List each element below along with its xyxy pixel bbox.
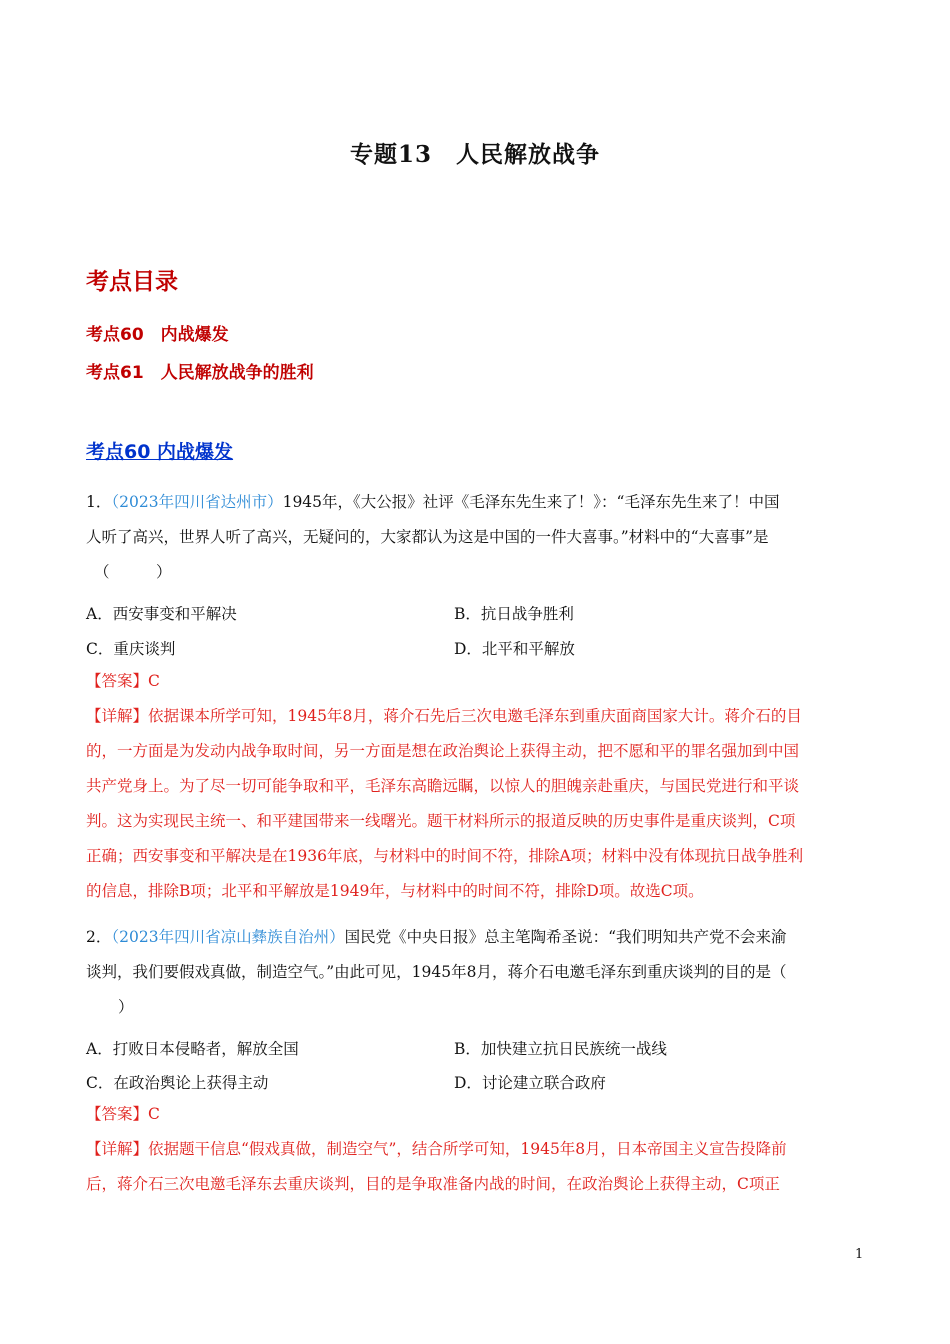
toc-heading: 考点目录	[86, 269, 178, 295]
question-source: （2023年四川省凉山彝族自治州）	[111, 928, 345, 946]
q1-option-d[interactable]: D．北平和平解放	[454, 640, 575, 658]
question-2	[86, 920, 864, 1025]
q1-option-c[interactable]: C．重庆谈判	[86, 640, 176, 658]
question-2-answer	[86, 1097, 864, 1202]
analysis-label: 【详解】	[86, 1140, 149, 1158]
question-1-answer	[86, 664, 864, 909]
question-number: 1．	[86, 493, 112, 511]
page-title: 专题13 人民解放战争	[349, 141, 600, 168]
analysis-line: 的信息，排除B项；北平和平解放是1949年，与材料中的时间不符，排除D项。故选C项。	[86, 882, 704, 900]
question-stem: 国民党《中央日报》总主笔陶希圣说：“我们明知共产党不会来渝	[344, 928, 787, 946]
question-1-stem-line-2: 人听了高兴，世界人听了高兴，无疑问的，大家都认为这是中国的一件大喜事。”材料中的“大喜事”是	[86, 528, 769, 546]
question-number: 2．	[86, 928, 112, 946]
analysis-line: 【详解】依据题干信息“假戏真做，制造空气”，结合所学可知，1945年8月，日本帝国主义宣告投降前	[86, 1140, 787, 1158]
q2-option-a[interactable]: A．打败日本侵略者，解放全国	[86, 1040, 299, 1058]
question-1-stem-line-3: （ ）	[94, 563, 172, 581]
toc-item-61[interactable]: 考点61 人民解放战争的胜利	[86, 363, 314, 383]
question-2-stem-line-3: ）	[118, 998, 134, 1016]
answer-value: C	[148, 672, 160, 690]
analysis-line: 判。这为实现民主统一、和平建国带来一线曙光。题干材料所示的报道反映的历史事件是重庆谈判，C项	[86, 812, 796, 830]
section-heading-60[interactable]: 考点60 内战爆发	[86, 441, 234, 463]
analysis-line: 【详解】依据课本所学可知，1945年8月，蒋介石先后三次电邀毛泽东到重庆面商国家大计。蒋介石的目	[86, 707, 802, 725]
question-source: （2023年四川省达州市）	[111, 493, 283, 511]
q2-option-b[interactable]: B．加快建立抗日民族统一战线	[454, 1040, 667, 1058]
analysis-line: 后，蒋介石三次电邀毛泽东去重庆谈判，目的是争取准备内战的时间，在政治舆论上获得主动，C项正	[86, 1175, 780, 1193]
analysis-line: 的，一方面是为发动内战争取时间，另一方面是想在政治舆论上获得主动，把不愿和平的罪名强加到中国	[86, 742, 800, 760]
question-2-stem-line-2: 谈判，我们要假戏真做，制造空气。”由此可见，1945年8月，蒋介石电邀毛泽东到重庆谈判的目的是（	[86, 963, 787, 981]
analysis-label: 【详解】	[86, 707, 149, 725]
q2-option-c[interactable]: C．在政治舆论上获得主动	[86, 1074, 269, 1092]
question-1-stem-line-1	[86, 485, 864, 520]
answer-label: 【答案】	[86, 1105, 149, 1123]
q1-option-b[interactable]: B．抗日战争胜利	[454, 605, 574, 623]
answer-label: 【答案】	[86, 672, 149, 690]
question-2-stem-line-1	[86, 920, 864, 955]
page-number: 1	[855, 1247, 864, 1262]
answer-value: C	[148, 1105, 160, 1123]
analysis-line: 共产党身上。为了尽一切可能争取和平，毛泽东高瞻远瞩，以惊人的胆魄亲赴重庆，与国民党进行和平谈	[86, 777, 800, 795]
q2-option-d[interactable]: D．讨论建立联合政府	[454, 1074, 606, 1092]
toc-item-60[interactable]: 考点60 内战爆发	[86, 325, 229, 345]
q1-option-a[interactable]: A．西安事变和平解决	[86, 605, 237, 623]
question-1	[86, 485, 864, 590]
analysis-line: 正确；西安事变和平解决是在1936年底，与材料中的时间不符，排除A项；材料中没有体现抗日战争胜利	[86, 847, 804, 865]
question-stem: 1945年，《大公报》社评《毛泽东先生来了！》：“毛泽东先生来了！中国	[282, 493, 780, 511]
